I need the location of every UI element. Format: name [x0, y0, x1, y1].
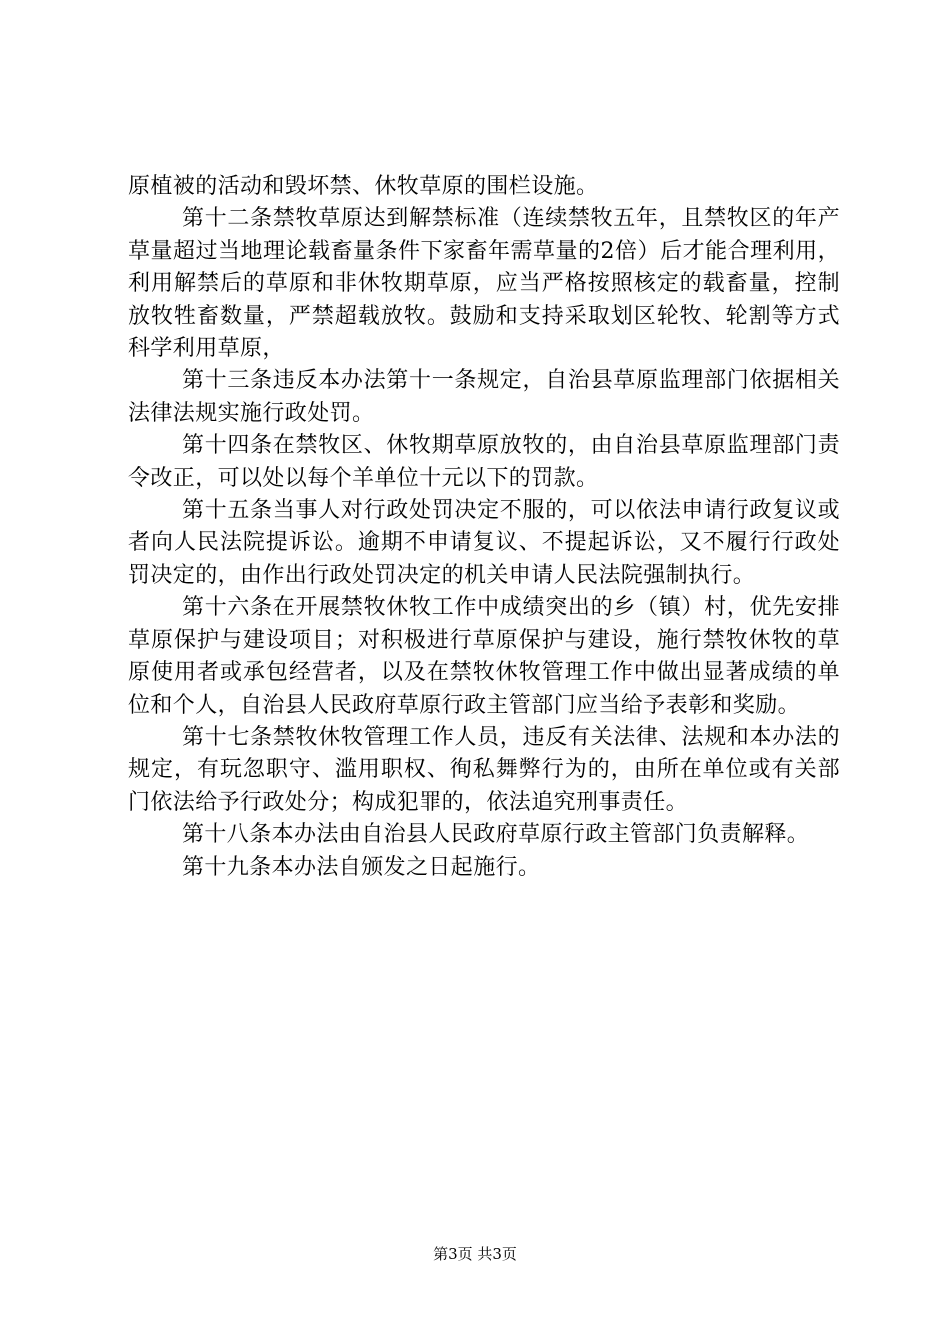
paragraph-article-15: 第十五条当事人对行政处罚决定不服的，可以依法申请行政复议或者向人民法院提诉讼。逾期不申请复议、不提起诉讼，又不履行行政处罚决定的，由作出行政处罚决定的机关申请人民法院强制执行。 [128, 498, 840, 588]
page-number-footer: 第3页 共3页 [433, 1245, 517, 1263]
paragraph-article-19: 第十九条本办法自颁发之日起施行。 [182, 854, 541, 880]
paragraph-article-14: 第十四条在禁牧区、休牧期草原放牧的，由自治县草原监理部门责令改正，可以处以每个羊单位十元以下的罚款。 [128, 433, 840, 491]
paragraph-continuation: 原植被的活动和毁坏禁、休牧草原的围栏设施。 [128, 174, 599, 199]
paragraph-article-17: 第十七条禁牧休牧管理工作人员，违反有关法律、法规和本办法的规定，有玩忽职守、滥用职权、徇私舞弊行为的，由所在单位或有关部门依法给予行政处分；构成犯罪的，依法追究刑事责任。 [128, 724, 840, 815]
paragraph-article-16: 第十六条在开展禁牧休牧工作中成绩突出的乡（镇）村，优先安排草原保护与建设项目；对积极进行草原保护与建设，施行禁牧休牧的草原使用者或承包经营者，以及在禁牧休牧管理工作中做出显著成绩的单位和个人，自治县人民政府草原行政主管部门应当给予表彰和奖励。 [128, 595, 840, 718]
document-body [128, 171, 840, 884]
paragraph-article-12: 第十二条禁牧草原达到解禁标准（连续禁牧五年，且禁牧区的年产草量超过当地理论载畜量条件下家畜年需草量的2倍）后才能合理利用，利用解禁后的草原和非休牧期草原，应当严格按照核定的载畜量，控制放牧牲畜数量，严禁超载放牧。鼓励和支持采取划区轮牧、轮割等方式科学利用草原， [128, 206, 840, 362]
paragraph-article-18: 第十八条本办法由自治县人民政府草原行政主管部门负责解释。 [182, 822, 810, 848]
paragraph-article-13: 第十三条违反本办法第十一条规定，自治县草原监理部门依据相关法律法规实施行政处罚。 [128, 368, 840, 426]
